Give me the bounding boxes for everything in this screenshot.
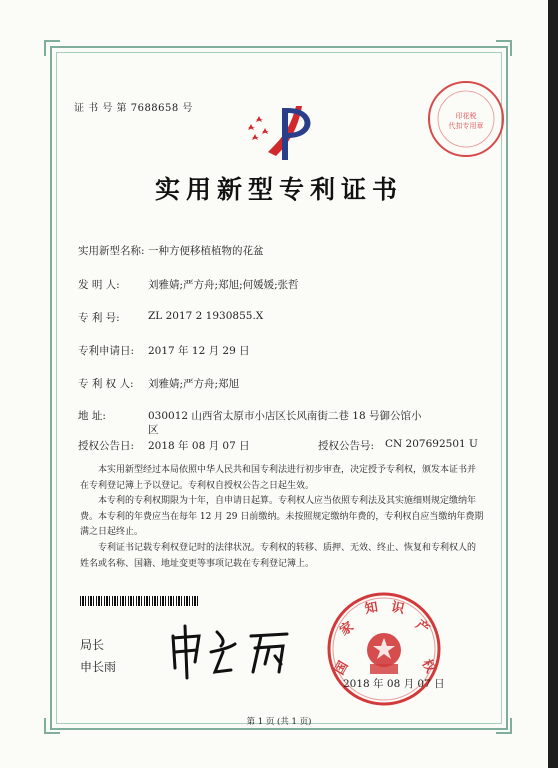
address-label: 地 址: (78, 410, 106, 422)
corner-ornament (496, 40, 512, 56)
svg-text:产: 产 (412, 617, 432, 638)
address-value-line1: 030012 山西省太原市小店区长风南街二巷 18 号御公馆小 (148, 410, 422, 422)
paragraph-2: 本专利的专利权期限为十年，自申请日起算。专利权人应当依照专利法及其实施细则规定缴纳年费。本专利的年费应当在每年 12 月 29 日前缴纳。未按照规定缴纳年费的，专利权自应当缴纳年费期满之日起终止。 (80, 496, 484, 537)
director-title: 局长 (80, 638, 105, 652)
handwritten-signature (165, 622, 295, 682)
utility-model-name-label: 实用新型名称: (78, 245, 145, 257)
address-value-line2: 区 (148, 424, 159, 436)
patentee-label: 专 利 权 人: (78, 378, 134, 390)
svg-text:权: 权 (418, 657, 438, 676)
svg-text:知: 知 (363, 600, 380, 618)
paragraph-3: 专利证书记载专利权登记时的法律状况。专利权的转移、质押、无效、终止、恢复和专利权人的姓名或名称、国籍、地址变更等事项记载在专利登记簿上。 (80, 543, 477, 569)
scan-edge (548, 0, 558, 768)
filing-date-value: 2017 年 12 月 29 日 (148, 345, 250, 357)
certificate-title: 实用新型专利证书 (154, 175, 403, 204)
patent-number-label: 专 利 号: (78, 312, 120, 324)
grant-number-label: 授权公告号: (318, 440, 375, 452)
inventor-value: 刘雅婧;严方舟;郑旭;何媛媛;张哲 (148, 279, 299, 291)
director-name: 申长雨 (80, 660, 117, 674)
seal-date: 2018 年 08 月 07 日 (343, 678, 445, 690)
page-footer: 第 1 页 (共 1 页) (246, 717, 312, 727)
patent-number-value: ZL 2017 2 1930855.X (148, 310, 264, 322)
svg-text:国: 国 (332, 658, 352, 678)
patent-office-logo-icon (238, 100, 328, 162)
paragraph-1: 本实用新型经过本局依照中华人民共和国专利法进行初步审查，决定授予专利权，颁发本证书并在专利登记簿上予以登记。专利权自授权公告之日起生效。 (80, 465, 477, 491)
utility-model-name-value: 一种方便移植植物的花盆 (148, 245, 264, 257)
svg-text:识: 识 (389, 599, 406, 618)
grant-date-value: 2018 年 08 月 07 日 (148, 440, 250, 452)
svg-text:代扣专用章: 代扣专用章 (448, 122, 484, 130)
barcode (80, 596, 200, 606)
grant-date-label: 授权公告日: (78, 440, 135, 452)
svg-text:印花税: 印花税 (455, 112, 477, 120)
grant-number-value: CN 207692501 U (385, 438, 478, 450)
corner-ornament (44, 40, 60, 56)
tax-stamp-icon (425, 78, 507, 160)
svg-text:家: 家 (337, 619, 357, 640)
patentee-value: 刘雅婧;严方舟;郑旭 (148, 378, 240, 390)
filing-date-label: 专利申请日: (78, 345, 135, 357)
inventor-label: 发 明 人: (78, 279, 120, 291)
certificate-number: 证 书 号 第 7688658 号 (74, 103, 193, 114)
